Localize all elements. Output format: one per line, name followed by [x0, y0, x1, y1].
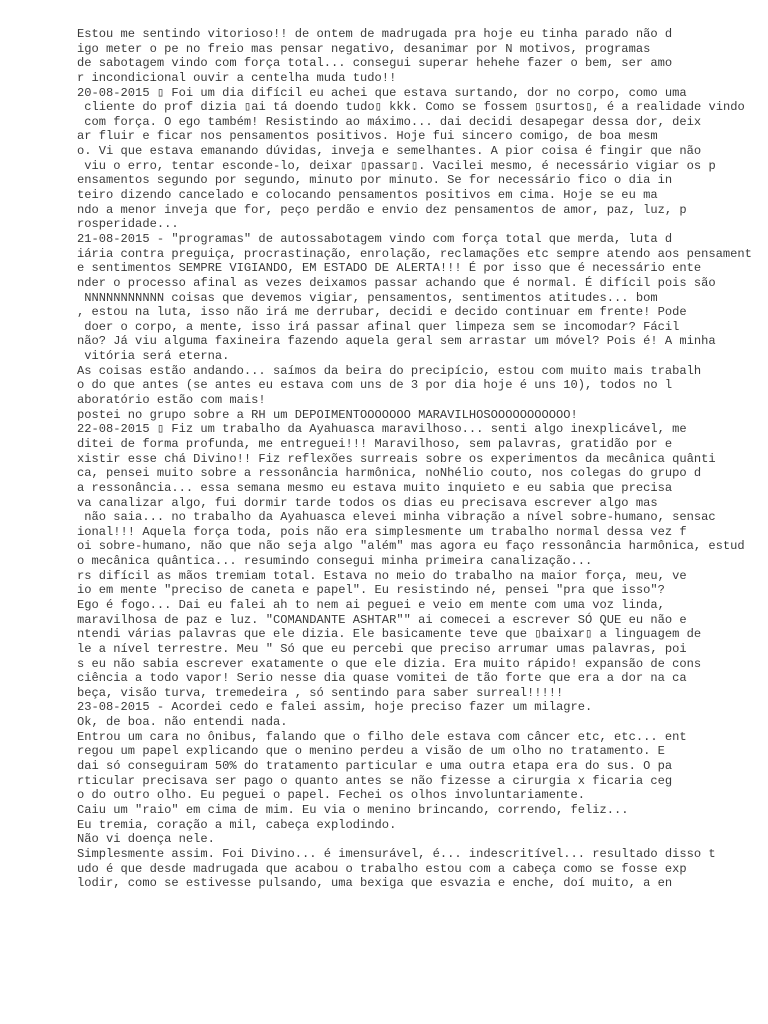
text-line: ca, pensei muito sobre a ressonância harmônica, noNhélio couto, nos colegas do grupo d — [77, 466, 702, 481]
text-line: Simplesmente assim. Foi Divino... é imensurável, é... indescritível... resultado disso t — [77, 846, 716, 861]
text-line: r incondicional ouvir a centelha muda tudo!! — [77, 70, 397, 85]
text-line: beça, visão turva, tremedeira , só sentindo para saber surreal!!!!! — [77, 685, 564, 700]
text-line: As coisas estão andando... saímos da beira do precipício, estou com muito mais trabalh — [77, 363, 702, 378]
text-line: Não vi doença nele. — [77, 832, 215, 847]
text-line: lodir, como se estivesse pulsando, uma bexiga que esvazia e enche, doí muito, a en — [77, 876, 673, 891]
text-line: de sabotagem vindo com força total... consegui superar hehehe fazer o bem, ser amo — [77, 56, 673, 71]
text-line: xistir esse chá Divino!! Fiz reflexões surreais sobre os experimentos da mecânica quânti — [77, 451, 716, 466]
text-line: le a nível terrestre. Meu " Só que eu percebi que preciso arrumar umas palavras, poi — [77, 641, 687, 656]
text-line: o mecânica quântica... resumindo consegui minha primeira canalização... — [77, 554, 593, 569]
text-line: oi sobre-humano, não que não seja algo "além" mas agora eu faço ressonância harmônica, estud — [77, 539, 745, 554]
text-line: Ok, de boa. não entendi nada. — [77, 715, 288, 730]
text-line: postei no grupo sobre a RH um DEPOIMENTOOOOOOO MARAVILHOSOOOOOOOOOOO! — [77, 407, 578, 422]
text-line: Ego é fogo... Dai eu falei ah to nem ai peguei e veio em mente com uma voz linda, — [77, 597, 665, 612]
text-line: va canalizar algo, fui dormir tarde todos os dias eu precisava escrever algo mas — [77, 495, 658, 510]
text-line: Estou me sentindo vitorioso!! de ontem de madrugada pra hoje eu tinha parado não d — [77, 27, 673, 41]
text-line: udo é que desde madrugada que acabou o trabalho estou com a cabeça como se fosse exp — [77, 861, 687, 876]
text-line: o do que antes (se antes eu estava com uns de 3 por dia hoje é uns 10), todos no l — [77, 378, 673, 393]
text-line: doer o corpo, a mente, isso irá passar afinal quer limpeza sem se incomodar? Fácil — [77, 319, 680, 334]
text-line: não saia... no trabalho da Ayahuasca elevei minha vibração a nível sobre-humano, sensac — [77, 510, 716, 525]
text-line: vitória será eterna. — [77, 349, 230, 364]
text-line: rs difícil as mãos tremiam total. Estava no meio do trabalho na maior força, meu, ve — [77, 568, 687, 583]
text-line: ciência a todo vapor! Serio nesse dia quase vomitei de tão forte que era a dor na ca — [77, 671, 687, 686]
text-line: NNNNNNNNNNN coisas que devemos vigiar, pensamentos, sentimentos atitudes... bom — [77, 290, 658, 305]
document-text-body — [77, 27, 752, 891]
text-line: , estou na luta, isso não irá me derrubar, decidi e decido continuar em frente! Pode — [77, 305, 687, 320]
text-line: rosperidade... — [77, 217, 179, 232]
text-line: ensamentos segundo por segundo, minuto por minuto. Se for necessário fico o dia in — [77, 173, 673, 188]
text-line: ar fluir e ficar nos pensamentos positivos. Hoje fui sincero comigo, de boa mesm — [77, 129, 658, 144]
text-line: com força. O ego também! Resistindo ao máximo... dai decidi desapegar dessa dor, deix — [77, 114, 702, 129]
text-line: e sentimentos SEMPRE VIGIANDO, EM ESTADO DE ALERTA!!! É por isso que é necessário ente — [77, 261, 702, 276]
text-line: 23-08-2015 - Acordei cedo e falei assim, hoje preciso fazer um milagre. — [77, 700, 593, 715]
text-line: rticular precisava ser pago o quanto antes se não fizesse a cirurgia x ficaria ceg — [77, 773, 673, 788]
text-line: iária contra preguiça, procrastinação, enrolação, reclamações etc sempre atendo aos pensament — [77, 246, 752, 261]
text-line: dai só conseguiram 50% do tratamento particular e uma outra etapa era do sus. O pa — [77, 759, 673, 774]
text-line: viu o erro, tentar esconde-lo, deixar ▯passar▯. Vacilei mesmo, é necessário vigiar os p — [77, 158, 716, 173]
text-line: ional!!! Aquela força toda, pois não era simplesmente um trabalho normal dessa vez f — [77, 524, 687, 539]
text-line: 22-08-2015 ▯ Fiz um trabalho da Ayahuasca maravilhoso... senti algo inexplicável, me — [77, 422, 687, 437]
text-line: 21-08-2015 - "programas" de autossabotagem vindo com força total que merda, luta d — [77, 231, 673, 246]
text-line: teiro dizendo cancelado e colocando pensamentos positivos em cima. Hoje se eu ma — [77, 188, 658, 203]
text-line: maravilhosa de paz e luz. "COMANDANTE ASHTAR"" ai comecei a escrever SÓ QUE eu não e — [77, 612, 687, 627]
text-line: o do outro olho. Eu peguei o papel. Fechei os olhos involuntariamente. — [77, 788, 586, 803]
text-line: Eu tremia, coração a mil, cabeça explodindo. — [77, 817, 397, 832]
text-line: ditei de forma profunda, me entreguei!!! Maravilhoso, sem palavras, gratidão por e — [77, 436, 673, 451]
text-line: s eu não sabia escrever exatamente o que ele dizia. Era muito rápido! expansão de cons — [77, 656, 702, 671]
text-line: Caiu um "raio" em cima de mim. Eu via o menino brincando, correndo, feliz... — [77, 802, 629, 817]
text-line: Entrou um cara no ônibus, falando que o filho dele estava com câncer etc, etc... ent — [77, 729, 687, 744]
text-line: aboratório estão com mais! — [77, 393, 266, 408]
text-line: nder o processo afinal as vezes deixamos passar achando que é normal. É difícil pois são — [77, 275, 716, 290]
text-line: ntendi várias palavras que ele dizia. Ele basicamente teve que ▯baixar▯ a linguagem de — [77, 627, 702, 642]
text-line: a ressonância... essa semana mesmo eu estava muito inquieto e eu sabia que precisa — [77, 480, 673, 495]
text-line: não? Já viu alguma faxineira fazendo aquela geral sem arrastar um móvel? Pois é! A minha — [77, 334, 716, 349]
text-line: ndo a menor inveja que for, peço perdão e envio dez pensamentos de amor, paz, luz, p — [77, 202, 687, 217]
text-line: regou um papel explicando que o menino perdeu a visão de um olho no tratamento. E — [77, 744, 665, 759]
text-line: igo meter o pe no freio mas pensar negativo, desanimar por N motivos, programas — [77, 41, 651, 56]
text-line: io em mente "preciso de caneta e papel". Eu resistindo né, pensei "pra que isso"? — [77, 583, 665, 598]
text-line: cliente do prof dizia ▯ai tá doendo tudo▯ kkk. Como se fossem ▯surtos▯, é a realidade vindo — [77, 100, 745, 115]
text-line: 20-08-2015 ▯ Foi um dia difícil eu achei que estava surtando, dor no corpo, como uma — [77, 85, 687, 100]
text-line: o. Vi que estava emanando dúvidas, inveja e semelhantes. A pior coisa é fingir que não — [77, 144, 702, 159]
